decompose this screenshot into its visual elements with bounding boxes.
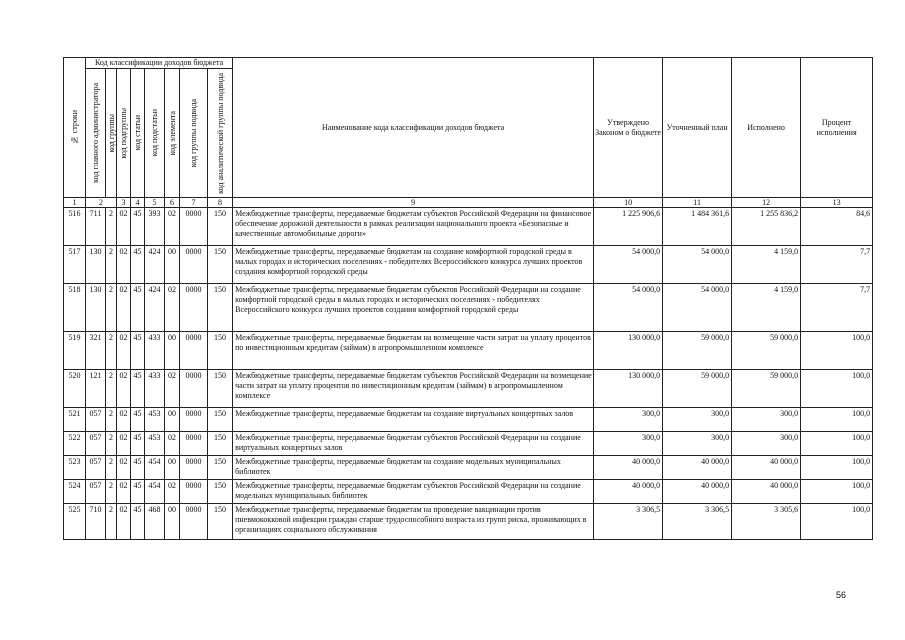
- refined-amount: 40 000,0: [663, 456, 732, 480]
- classification-header: Код классификации доходов бюджета: [86, 58, 233, 69]
- code-header-group: код группы: [106, 69, 117, 198]
- table-row: [64, 432, 873, 456]
- subgroup-code: 02: [117, 208, 131, 246]
- approved-amount: 300,0: [594, 432, 663, 456]
- analytic-code: 150: [208, 480, 233, 504]
- col-number: 3: [117, 198, 131, 208]
- admin-code: 121: [86, 370, 106, 408]
- article-code: 45: [131, 246, 145, 284]
- subgroup-code: 02: [117, 480, 131, 504]
- admin-code: 057: [86, 456, 106, 480]
- code-header-subarticle: код подстатьи: [145, 69, 165, 198]
- refined-amount: 59 000,0: [663, 332, 732, 370]
- admin-code: 710: [86, 504, 106, 540]
- code-header-admin: код главного администратора: [86, 69, 106, 198]
- page-number: 56: [836, 590, 847, 600]
- article-code: 45: [131, 208, 145, 246]
- col-number: 5: [145, 198, 165, 208]
- approved-amount: 54 000,0: [594, 284, 663, 332]
- approved-amount: 54 000,0: [594, 246, 663, 284]
- subgroup-code: 02: [117, 332, 131, 370]
- admin-code: 130: [86, 246, 106, 284]
- element-code: 02: [165, 480, 180, 504]
- executed-amount: 40 000,0: [732, 456, 801, 480]
- subgroup-code: 02: [117, 504, 131, 540]
- article-code: 45: [131, 408, 145, 432]
- group-code: 2: [106, 370, 117, 408]
- refined-amount: 1 484 361,6: [663, 208, 732, 246]
- executed-amount: 4 159,0: [732, 246, 801, 284]
- executed-amount: 40 000,0: [732, 480, 801, 504]
- percent-value: 100,0: [801, 332, 873, 370]
- approved-amount: 1 225 906,6: [594, 208, 663, 246]
- col-number: 8: [208, 198, 233, 208]
- percent-header: Процент исполнения: [801, 58, 873, 198]
- table-row: [64, 480, 873, 504]
- subtype-group-code: 0000: [180, 332, 208, 370]
- income-name: Межбюджетные трансферты, передаваемые бюджетам субъектов Российской Федерации на возмещение части затрат на уплату процентов по инвестиционным кредитам (займам) в агропромышленном комплексе: [233, 370, 594, 408]
- col-number: 13: [801, 198, 873, 208]
- subtype-group-code: 0000: [180, 456, 208, 480]
- table-row: [64, 370, 873, 408]
- refined-amount: 54 000,0: [663, 284, 732, 332]
- row-number: 517: [64, 246, 86, 284]
- approved-amount: 130 000,0: [594, 370, 663, 408]
- row-number: 516: [64, 208, 86, 246]
- percent-value: 84,6: [801, 208, 873, 246]
- income-name: Межбюджетные трансферты, передаваемые бюджетам субъектов Российской Федерации на создание виртуальных концертных залов: [233, 432, 594, 456]
- group-code: 2: [106, 432, 117, 456]
- refined-amount: 300,0: [663, 432, 732, 456]
- percent-value: 7,7: [801, 246, 873, 284]
- element-code: 00: [165, 504, 180, 540]
- analytic-code: 150: [208, 504, 233, 540]
- article-code: 45: [131, 284, 145, 332]
- article-code: 45: [131, 370, 145, 408]
- subarticle-code: 424: [145, 246, 165, 284]
- row-number: 519: [64, 332, 86, 370]
- table-row: [64, 284, 873, 332]
- executed-amount: 3 305,6: [732, 504, 801, 540]
- executed-amount: 59 000,0: [732, 370, 801, 408]
- admin-code: 711: [86, 208, 106, 246]
- group-code: 2: [106, 480, 117, 504]
- subarticle-code: 433: [145, 332, 165, 370]
- article-code: 45: [131, 456, 145, 480]
- col-number: 4: [131, 198, 145, 208]
- table-row: [64, 408, 873, 432]
- subgroup-code: 02: [117, 456, 131, 480]
- col-number: 6: [165, 198, 180, 208]
- subarticle-code: 453: [145, 408, 165, 432]
- row-number: 521: [64, 408, 86, 432]
- subtype-group-code: 0000: [180, 432, 208, 456]
- element-code: 00: [165, 408, 180, 432]
- table-row: [64, 456, 873, 480]
- approved-amount: 40 000,0: [594, 456, 663, 480]
- percent-value: 7,7: [801, 284, 873, 332]
- income-name: Межбюджетные трансферты, передаваемые бюджетам субъектов Российской Федерации на создание комфортной городской среды в малых городах и исторических поселениях - победителях Всероссийского конкурса лучших проектов создания комфортной городской среды: [233, 284, 594, 332]
- admin-code: 321: [86, 332, 106, 370]
- row-number: 525: [64, 504, 86, 540]
- article-code: 45: [131, 480, 145, 504]
- analytic-code: 150: [208, 284, 233, 332]
- percent-value: 100,0: [801, 480, 873, 504]
- group-code: 2: [106, 408, 117, 432]
- percent-value: 100,0: [801, 504, 873, 540]
- admin-code: 057: [86, 408, 106, 432]
- subarticle-code: 453: [145, 432, 165, 456]
- table-row: [64, 208, 873, 246]
- approved-header: Утверждено Законом о бюджете: [594, 58, 663, 198]
- table-row: [64, 332, 873, 370]
- col-number: 1: [64, 198, 86, 208]
- refined-amount: 3 306,5: [663, 504, 732, 540]
- group-code: 2: [106, 284, 117, 332]
- approved-amount: 3 306,5: [594, 504, 663, 540]
- col-number: 12: [732, 198, 801, 208]
- row-number: 524: [64, 480, 86, 504]
- income-name: Межбюджетные трансферты, передаваемые бюджетам на проведение вакцинации против пневмококковой инфекции граждан старше трудоспособного возраста из групп риска, проживающих в организациях социального обслуживания: [233, 504, 594, 540]
- group-code: 2: [106, 332, 117, 370]
- executed-amount: 4 159,0: [732, 284, 801, 332]
- article-code: 45: [131, 332, 145, 370]
- subgroup-code: 02: [117, 284, 131, 332]
- subarticle-code: 424: [145, 284, 165, 332]
- col-number: 9: [233, 198, 594, 208]
- refined-amount: 40 000,0: [663, 480, 732, 504]
- code-header-subgroup: код подгруппы: [117, 69, 131, 198]
- article-code: 45: [131, 432, 145, 456]
- subtype-group-code: 0000: [180, 284, 208, 332]
- executed-header: Исполнено: [732, 58, 801, 198]
- admin-code: 057: [86, 432, 106, 456]
- element-code: 00: [165, 246, 180, 284]
- element-code: 02: [165, 284, 180, 332]
- row-number: 523: [64, 456, 86, 480]
- percent-value: 100,0: [801, 370, 873, 408]
- col-number: 7: [180, 198, 208, 208]
- group-code: 2: [106, 246, 117, 284]
- col-number: 10: [594, 198, 663, 208]
- approved-amount: 40 000,0: [594, 480, 663, 504]
- element-code: 00: [165, 456, 180, 480]
- analytic-code: 150: [208, 370, 233, 408]
- article-code: 45: [131, 504, 145, 540]
- income-name: Межбюджетные трансферты, передаваемые бюджетам на создание виртуальных концертных залов: [233, 408, 594, 432]
- refined-header: Уточненный план: [663, 58, 732, 198]
- analytic-code: 150: [208, 208, 233, 246]
- admin-code: 057: [86, 480, 106, 504]
- element-code: 02: [165, 432, 180, 456]
- executed-amount: 1 255 836,2: [732, 208, 801, 246]
- income-name: Межбюджетные трансферты, передаваемые бюджетам на создание комфортной городской среды в малых городах и исторических поселениях - победителях Всероссийского конкурса лучших проектов создания комфортной городской среды: [233, 246, 594, 284]
- group-code: 2: [106, 456, 117, 480]
- subtype-group-code: 0000: [180, 208, 208, 246]
- row-number-header: № строки: [64, 58, 86, 198]
- executed-amount: 300,0: [732, 432, 801, 456]
- element-code: 00: [165, 332, 180, 370]
- table-row: [64, 246, 873, 284]
- income-name: Межбюджетные трансферты, передаваемые бюджетам субъектов Российской Федерации на финансовое обеспечение дорожной деятельности в рамках реализации национального проекта «Безопасные и качественные автомобильные дороги»: [233, 208, 594, 246]
- refined-amount: 59 000,0: [663, 370, 732, 408]
- code-header-subtype-group: код группы подвида: [180, 69, 208, 198]
- admin-code: 130: [86, 284, 106, 332]
- code-header-analytic: код аналитической группы подвида: [208, 69, 233, 198]
- row-number: 518: [64, 284, 86, 332]
- subarticle-code: 454: [145, 456, 165, 480]
- code-header-article: код статьи: [131, 69, 145, 198]
- executed-amount: 300,0: [732, 408, 801, 432]
- code-header-element: код элемента: [165, 69, 180, 198]
- column-numbers-row: [64, 198, 873, 208]
- analytic-code: 150: [208, 456, 233, 480]
- subarticle-code: 433: [145, 370, 165, 408]
- refined-amount: 54 000,0: [663, 246, 732, 284]
- col-number: 11: [663, 198, 732, 208]
- subgroup-code: 02: [117, 246, 131, 284]
- income-name: Межбюджетные трансферты, передаваемые бюджетам субъектов Российской Федерации на создание модельных муниципальных библиотек: [233, 480, 594, 504]
- subarticle-code: 454: [145, 480, 165, 504]
- income-name: Межбюджетные трансферты, передаваемые бюджетам на возмещение части затрат на уплату процентов по инвестиционным кредитам (займам) в агропромышленном комплексе: [233, 332, 594, 370]
- row-number: 520: [64, 370, 86, 408]
- approved-amount: 300,0: [594, 408, 663, 432]
- analytic-code: 150: [208, 332, 233, 370]
- subarticle-code: 393: [145, 208, 165, 246]
- subgroup-code: 02: [117, 432, 131, 456]
- percent-value: 100,0: [801, 432, 873, 456]
- approved-amount: 130 000,0: [594, 332, 663, 370]
- subgroup-code: 02: [117, 370, 131, 408]
- analytic-code: 150: [208, 246, 233, 284]
- name-header: Наименование кода классификации доходов бюджета: [233, 58, 594, 198]
- subtype-group-code: 0000: [180, 246, 208, 284]
- subgroup-code: 02: [117, 408, 131, 432]
- element-code: 02: [165, 370, 180, 408]
- percent-value: 100,0: [801, 456, 873, 480]
- col-number: 2: [86, 198, 117, 208]
- budget-income-table: [63, 57, 873, 540]
- refined-amount: 300,0: [663, 408, 732, 432]
- group-code: 2: [106, 504, 117, 540]
- executed-amount: 59 000,0: [732, 332, 801, 370]
- percent-value: 100,0: [801, 408, 873, 432]
- subtype-group-code: 0000: [180, 504, 208, 540]
- element-code: 02: [165, 208, 180, 246]
- analytic-code: 150: [208, 408, 233, 432]
- row-number: 522: [64, 432, 86, 456]
- subarticle-code: 468: [145, 504, 165, 540]
- income-name: Межбюджетные трансферты, передаваемые бюджетам на создание модельных муниципальных библиотек: [233, 456, 594, 480]
- subtype-group-code: 0000: [180, 408, 208, 432]
- analytic-code: 150: [208, 432, 233, 456]
- table-row: [64, 504, 873, 540]
- subtype-group-code: 0000: [180, 370, 208, 408]
- group-code: 2: [106, 208, 117, 246]
- subtype-group-code: 0000: [180, 480, 208, 504]
